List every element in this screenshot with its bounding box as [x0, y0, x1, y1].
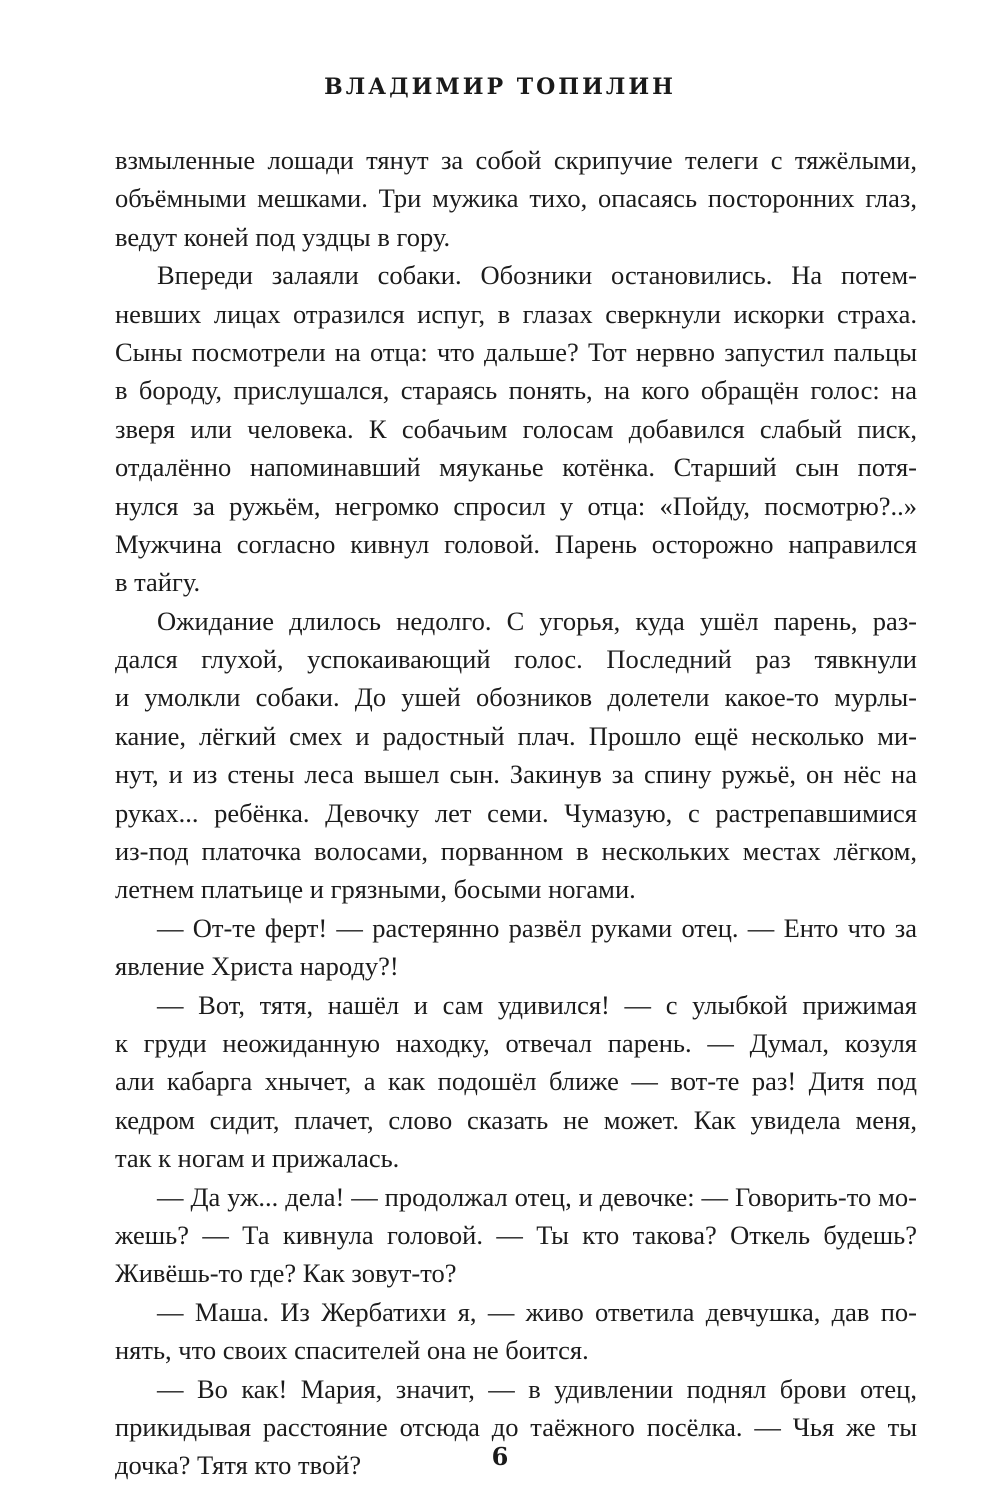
text-line: явление Христа народу?! — [115, 951, 399, 982]
text-line: в бороду, прислушался, стараясь понять, на кого обращён голос: на — [115, 375, 917, 406]
text-line: нулся за ружьём, негромко спросил у отца: «Пойду, посмотрю?..» — [115, 490, 917, 521]
text-line: жешь? — Та кивнула головой. — Ты кто такова? Откель будешь? — [115, 1219, 917, 1250]
text-line: летнем платьице и грязными, босыми ногами. — [115, 874, 636, 905]
text-line: Мужчина согласно кивнул головой. Парень осторожно направился — [115, 528, 917, 559]
text-line: — Во как! Мария, значит, — в удивлении поднял брови отец, — [157, 1373, 917, 1404]
text-line: дался глухой, успокаивающий голос. Последний раз тявкнули — [115, 644, 917, 675]
text-line: в тайгу. — [115, 567, 201, 598]
text-line: Ожидание длилось недолго. С угорья, куда ушёл парень, раз- — [157, 605, 917, 636]
text-line: — Да уж... дела! — продолжал отец, и девочке: — Говорить-то мо- — [157, 1181, 917, 1212]
text-line: кедром сидит, плачет, слово сказать не может. Как увидела меня, — [115, 1104, 917, 1135]
text-line: кание, лёгкий смех и радостный плач. Прошло ещё несколько ми- — [115, 720, 917, 751]
text-line: прикидывая расстояние отсюда до таёжного посёлка. — Чья же ты — [115, 1411, 917, 1442]
text-line: отдалённо напоминавший мяуканье котёнка. Старший сын потя- — [115, 452, 917, 483]
text-line: невших лицах отразился испуг, в глазах сверкнули искорки страха. — [115, 298, 917, 329]
running-head: ВЛАДИМИР ТОПИЛИН — [324, 74, 676, 100]
text-line: руках... ребёнка. Девочку лет семи. Чумазую, с растрепавшимися — [115, 797, 917, 828]
text-line: объёмными мешками. Три мужика тихо, опасаясь посторонних глаз, — [115, 183, 917, 214]
text-line: Живёшь-то где? Как зовут-то? — [115, 1258, 457, 1289]
text-line: Сыны посмотрели на отца: что дальше? Тот нервно запустил пальцы — [115, 336, 917, 367]
text-line: — Маша. Из Жербатихи я, — живо ответила девчушка, дав по- — [157, 1296, 917, 1327]
text-line: — От-те ферт! — растерянно развёл руками отец. — Енто что за — [157, 912, 917, 943]
page-number: 6 — [491, 1442, 509, 1471]
text-line: из-под платочка волосами, порванном в нескольких местах лёгком, — [115, 836, 917, 867]
text-line: и умолкли собаки. До ушей обозников долетели какое-то мурлы- — [115, 682, 917, 713]
text-line: так к ногам и прижалась. — [115, 1143, 400, 1174]
text-line: али кабарга хнычет, а как подошёл ближе — вот-те раз! Дитя под — [115, 1066, 917, 1097]
text-line: Впереди залаяли собаки. Обозники остановились. На потем- — [157, 260, 917, 291]
text-line: дочка? Тятя кто твой? — [115, 1450, 362, 1481]
text-line: к груди неожиданную находку, отвечал парень. — Думал, козуля — [115, 1027, 917, 1058]
text-line: — Вот, тятя, нашёл и сам удивился! — с улыбкой прижимая — [157, 989, 917, 1020]
text-line: ведут коней под уздцы в гору. — [115, 221, 451, 252]
text-line: зверя или человека. К собачьим голосам добавился слабый писк, — [115, 413, 917, 444]
text-line: нять, что своих спасителей она не боится. — [115, 1335, 589, 1366]
text-line: нут, и из стены леса вышел сын. Закинув за спину ружьё, он нёс на — [115, 759, 917, 790]
body-text — [115, 141, 917, 1485]
text-line: взмыленные лошади тянут за собой скрипучие телеги с тяжёлыми, — [115, 145, 917, 175]
